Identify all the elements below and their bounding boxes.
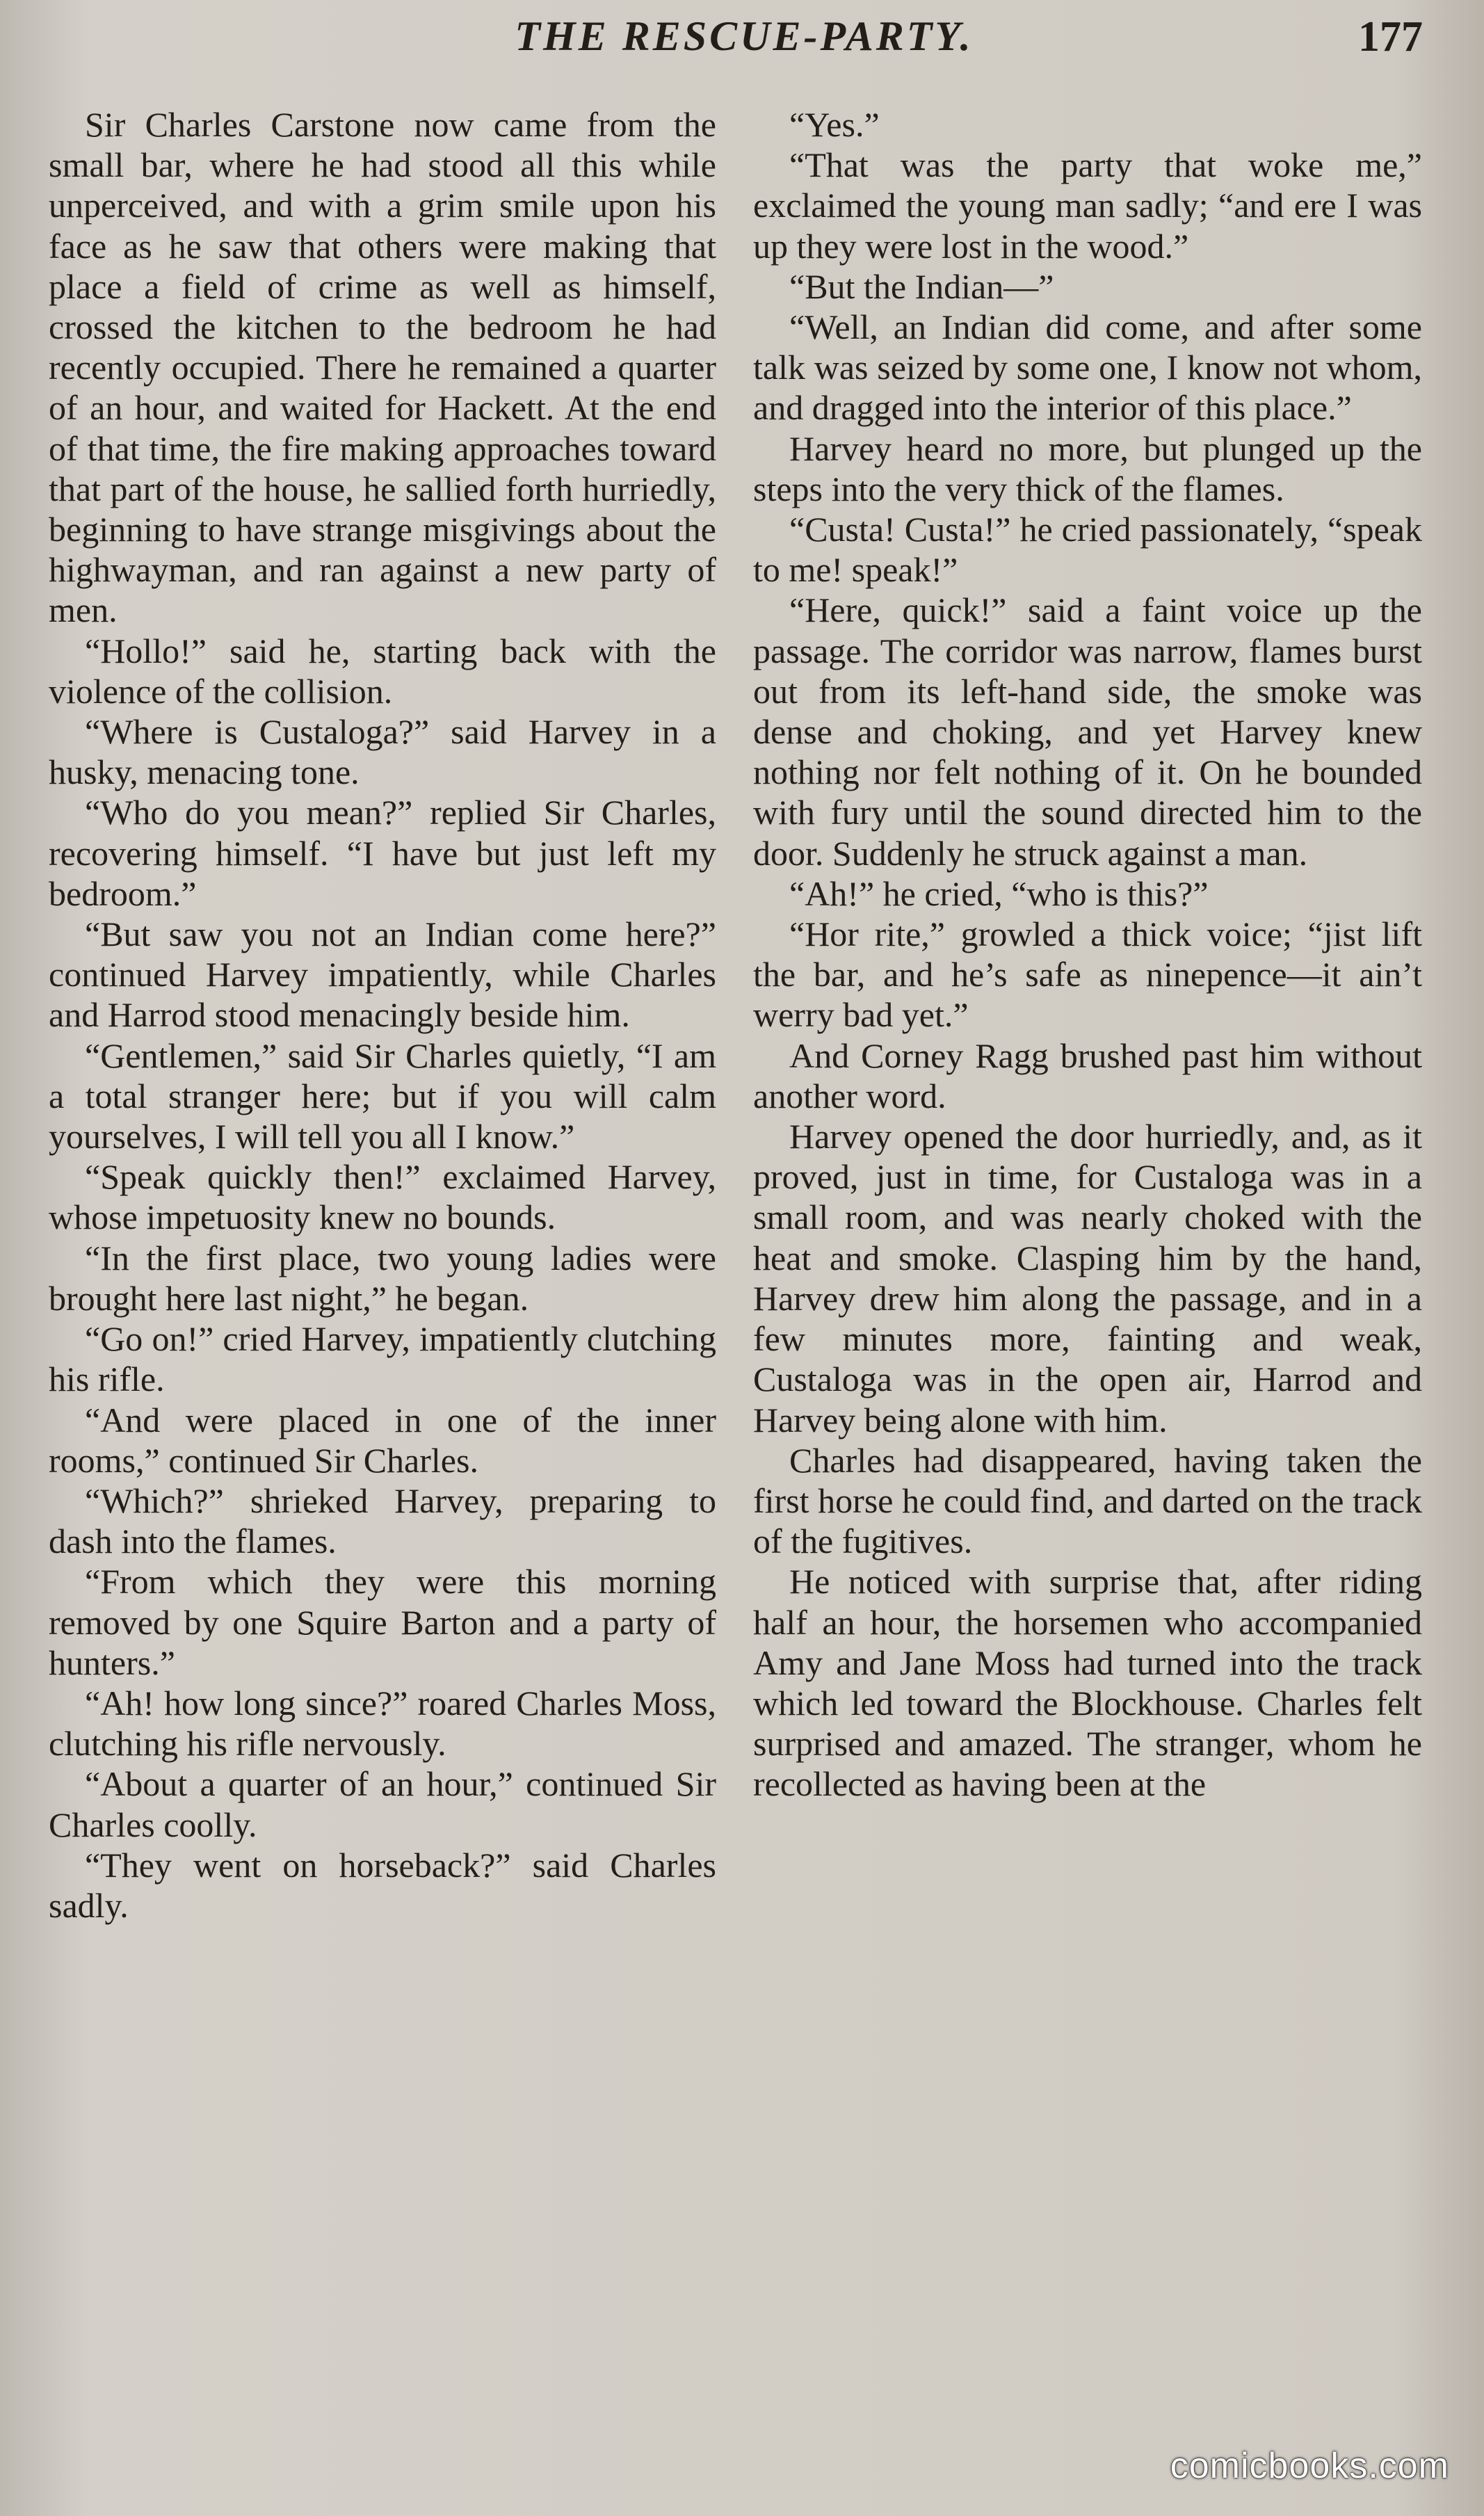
paragraph: “From which they were this morning removed by one Squire Barton and a party of hunters.” (49, 1562, 716, 1682)
paragraph: “Speak quickly then!” exclaimed Harvey, whose impetuosity knew no bounds. (49, 1157, 716, 1237)
paragraph: And Corney Ragg brushed past him without another word. (753, 1035, 1422, 1115)
paragraph: “Gentlemen,” said Sir Charles quietly, “I am a total stranger here; but if you will calm yourselves, I will tell you all I know.” (49, 1035, 716, 1156)
paragraph: “Here, quick!” said a faint voice up the passage. The corridor was narrow, flames burst out from its left-hand side, the smoke was dense and choking, and yet Harvey knew nothing nor felt nothing of it. On he bounded with fury until the sound directed him to the door. Suddenly he struck against a man. (753, 590, 1422, 873)
running-head (0, 13, 1484, 75)
left-column (49, 104, 716, 1926)
paragraph: “But the Indian—” (789, 266, 1054, 306)
paragraph: “Yes.” (789, 105, 880, 144)
paragraph: “In the first place, two young ladies were brought here last night,” he began. (49, 1238, 716, 1318)
paragraph: “Hor rite,” growled a thick voice; “jist lift the bar, and he’s safe as ninepence—it ain’t werry bad yet.” (753, 914, 1422, 1035)
page-number: 177 (1358, 13, 1423, 61)
paragraph: “Hollo!” said he, starting back with the violence of the collision. (49, 631, 716, 711)
paragraph: “About a quarter of an hour,” continued Sir Charles coolly. (49, 1764, 716, 1844)
source-watermark: comicbooks.com (1170, 2446, 1449, 2486)
paragraph: “They went on horseback?” said Charles sadly. (49, 1845, 716, 1925)
paragraph: Sir Charles Carstone now came from the small bar, where he had stood all this while unperceived, and with a grim smile upon his face as he saw that others were making that place a field of crime as well as himself, crossed the kitchen to the bedroom he had recently occupied. There he remained a quarter of an hour, and waited for Hackett. At the end of that time, the fire making approaches toward that part of the house, he sallied forth hurriedly, beginning to have strange misgivings about the highwayman, and ran against a new party of men. (49, 105, 716, 630)
paragraph: “Well, an Indian did come, and after some talk was seized by some one, I know not whom, and dragged into the interior of this place.” (753, 307, 1422, 428)
paragraph: Charles had disappeared, having taken the first horse he could find, and darted on the track of the fugitives. (753, 1440, 1422, 1561)
paragraph: “But saw you not an Indian come here?” continued Harvey impatiently, while Charles and Harrod stood menacingly beside him. (49, 914, 716, 1035)
paragraph: “And were placed in one of the inner rooms,” continued Sir Charles. (49, 1400, 716, 1480)
paragraph: “Custa! Custa!” he cried passionately, “speak to me! speak!” (753, 510, 1422, 590)
paragraph: “Who do you mean?” replied Sir Charles, recovering himself. “I have but just left my bedroom.” (49, 793, 716, 913)
paragraph: “That was the party that woke me,” exclaimed the young man sadly; “and ere I was up they were lost in the wood.” (753, 145, 1422, 266)
paragraph: He noticed with surprise that, after riding half an hour, the horsemen who accompanied Amy and Jane Moss had turned into the track which led toward the Blockhouse. Charles felt surprised and amazed. The stranger, whom he recollected as having been at the (753, 1562, 1422, 1804)
paragraph: “Ah!” he cried, “who is this?” (789, 873, 1209, 913)
paragraph: Harvey opened the door hurriedly, and, as it proved, just in time, for Custaloga was in a small room, and was nearly choked with the heat and smoke. Clasping him by the hand, Harvey drew him along the passage, and in a few minutes more, fainting and weak, Custaloga was in the open air, Harrod and Harvey being alone with him. (753, 1117, 1422, 1440)
right-column (753, 104, 1422, 1805)
paragraph: “Which?” shrieked Harvey, preparing to dash into the flames. (49, 1481, 716, 1561)
chapter-title: THE RESCUE-PARTY. (515, 13, 974, 59)
paragraph: “Ah! how long since?” roared Charles Moss, clutching his rifle nervously. (49, 1683, 716, 1764)
paragraph: Harvey heard no more, but plunged up the steps into the very thick of the flames. (753, 428, 1422, 508)
paragraph: “Where is Custaloga?” said Harvey in a husky, menacing tone. (49, 712, 716, 792)
paragraph: “Go on!” cried Harvey, impatiently clutching his rifle. (49, 1319, 716, 1399)
